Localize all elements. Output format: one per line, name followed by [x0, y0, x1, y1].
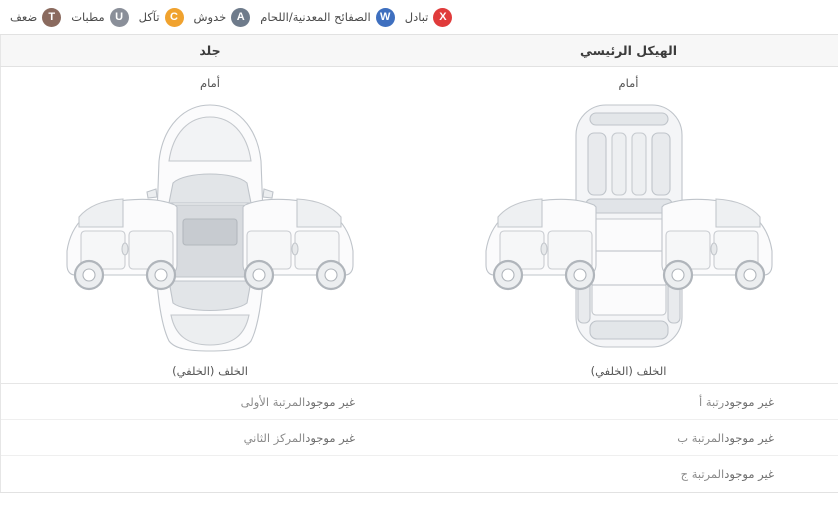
skin-bottom-caption: الخلف (الخلفي)	[172, 364, 248, 378]
legend-badge-a: A	[231, 8, 250, 27]
table-body	[0, 67, 838, 492]
skin-svg-holder	[45, 91, 375, 361]
main-frame-row-c-label: المرتبة ج	[680, 467, 725, 481]
main-frame-row-c-value: غير موجود	[724, 467, 774, 481]
legend-label-scratches: خدوش	[193, 10, 227, 24]
skin-illustration	[45, 91, 375, 361]
table-header-main-frame: الهيكل الرئيسي	[579, 43, 678, 58]
main-frame-bottom-caption: الخلف (الخلفي)	[590, 364, 667, 378]
skin-rows-spacer	[1, 456, 419, 492]
main-frame-row-a-value: غير موجود	[724, 394, 774, 409]
main-frame-rows	[419, 383, 838, 492]
skin-row-first-value: غير موجود	[305, 394, 355, 409]
skin-row-first-label: المرتبة الأولى	[240, 394, 306, 409]
main-frame-row-b-value: غير موجود	[724, 430, 774, 445]
legend-item-dents	[71, 8, 128, 27]
table-row	[419, 384, 838, 420]
legend-badge-c: C	[165, 8, 184, 27]
inspection-table	[0, 34, 838, 493]
table-row	[419, 420, 838, 456]
table-row	[419, 456, 838, 492]
legend-item-exchange	[405, 8, 453, 27]
table-row	[1, 420, 419, 456]
table-header-row	[0, 35, 838, 67]
main-frame-illustration	[464, 91, 794, 361]
legend-item-sheet-metal-weld	[260, 8, 394, 27]
legend-badge-u: U	[110, 8, 129, 27]
legend-item-corrosion	[139, 8, 184, 27]
table-row	[1, 384, 419, 420]
legend-item-weakness	[10, 8, 61, 27]
panel-skin	[0, 67, 419, 492]
legend-label-dents: مطبات	[71, 10, 105, 24]
skin-row-second-value: غير موجود	[305, 430, 355, 445]
skin-rows	[1, 383, 419, 492]
skin-top-caption: أمام	[200, 76, 220, 90]
legend-label-exchange: تبادل	[404, 10, 429, 24]
legend-label-sheet-metal-weld: الصفائح المعدنية/اللحام	[260, 10, 371, 24]
panel-main-frame	[419, 67, 838, 492]
legend-bar	[0, 0, 838, 34]
main-frame-diagram-wrap	[419, 67, 838, 383]
main-frame-top-caption: أمام	[618, 76, 639, 90]
skin-diagram-wrap	[1, 67, 419, 383]
legend-label-corrosion: تآكل	[138, 10, 160, 24]
legend-badge-x: X	[433, 8, 452, 27]
main-frame-row-a-label: رتبة أ	[698, 394, 725, 409]
legend-badge-w: W	[376, 8, 395, 27]
skin-row-second-label: المركز الثاني	[243, 430, 306, 445]
main-frame-row-b-label: المرتبة ب	[677, 430, 725, 445]
legend-label-weakness: ضعف	[10, 10, 38, 24]
legend-badge-t: T	[42, 8, 61, 27]
table-header-skin: جلد	[0, 35, 419, 66]
legend-item-scratches	[194, 8, 251, 27]
main-frame-svg-holder	[464, 91, 794, 361]
